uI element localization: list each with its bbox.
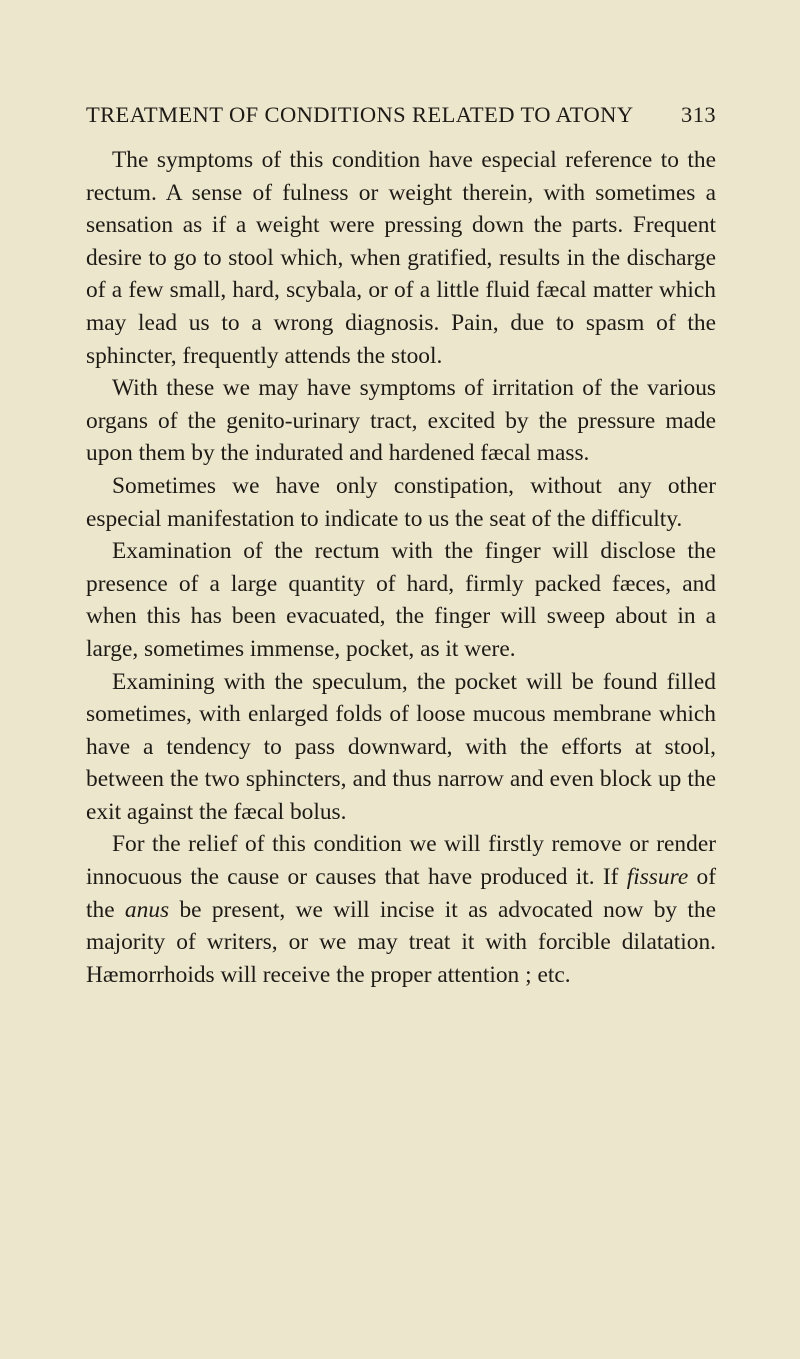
relief-text-3: be present, we will incise it as advocated now by the majority of writers, or we may treat it with forcible dilatation. Hæmorrhoids will receive the proper attention ; etc. bbox=[86, 896, 716, 988]
page-number: 313 bbox=[681, 102, 716, 127]
book-page bbox=[86, 102, 716, 991]
paragraph-examination: Examination of the rectum with the finger will disclose the presence of a large quantity of hard, firmly packed fæces, and when this has been evacuated, the finger will sweep about in a large, sometimes immense, pocket, as it were. bbox=[86, 538, 716, 662]
paragraph-constipation: Sometimes we have only constipation, without any other especial manifestation to indicate to us the seat of the difficulty. bbox=[86, 472, 716, 532]
relief-text-2: of the bbox=[86, 864, 716, 923]
paragraph-relief bbox=[86, 828, 716, 991]
paragraph-symptoms: The symptoms of this condition have especial reference to the rectum. A sense of fulness or weight therein, with sometimes a sensation as if a weight were pressing down the parts. Frequent desire to go to stool which, when gratified, results in the discharge of a few small, hard, scybala, or of a little fluid fæcal matter which may lead us to a wrong diagnosis. Pain, due to spasm of the sphincter, frequently attends the stool. bbox=[86, 147, 716, 369]
paragraph-speculum: Examining with the speculum, the pocket will be found filled sometimes, with enlarged folds of loose mucous membrane which have a tendency to pass downward, with the efforts at stool, between the two sphincters, and thus narrow and even block up the exit against the fæcal bolus. bbox=[86, 668, 716, 825]
relief-text-1: For the relief of this condition we will firstly remove or render innocuous the cause or causes that have produced it. If bbox=[86, 831, 716, 891]
relief-italic-anus: anus bbox=[124, 896, 170, 923]
body-text bbox=[86, 144, 716, 991]
paragraph-irritation: With these we may have symptoms of irritation of the various organs of the genito-urinary tract, excited by the pressure made upon them by the indurated and hardened fæcal mass. bbox=[86, 375, 716, 467]
running-title: TREATMENT OF CONDITIONS RELATED TO ATONY bbox=[86, 102, 634, 127]
relief-italic-fissure: fissure bbox=[626, 864, 689, 891]
running-head bbox=[86, 102, 716, 130]
